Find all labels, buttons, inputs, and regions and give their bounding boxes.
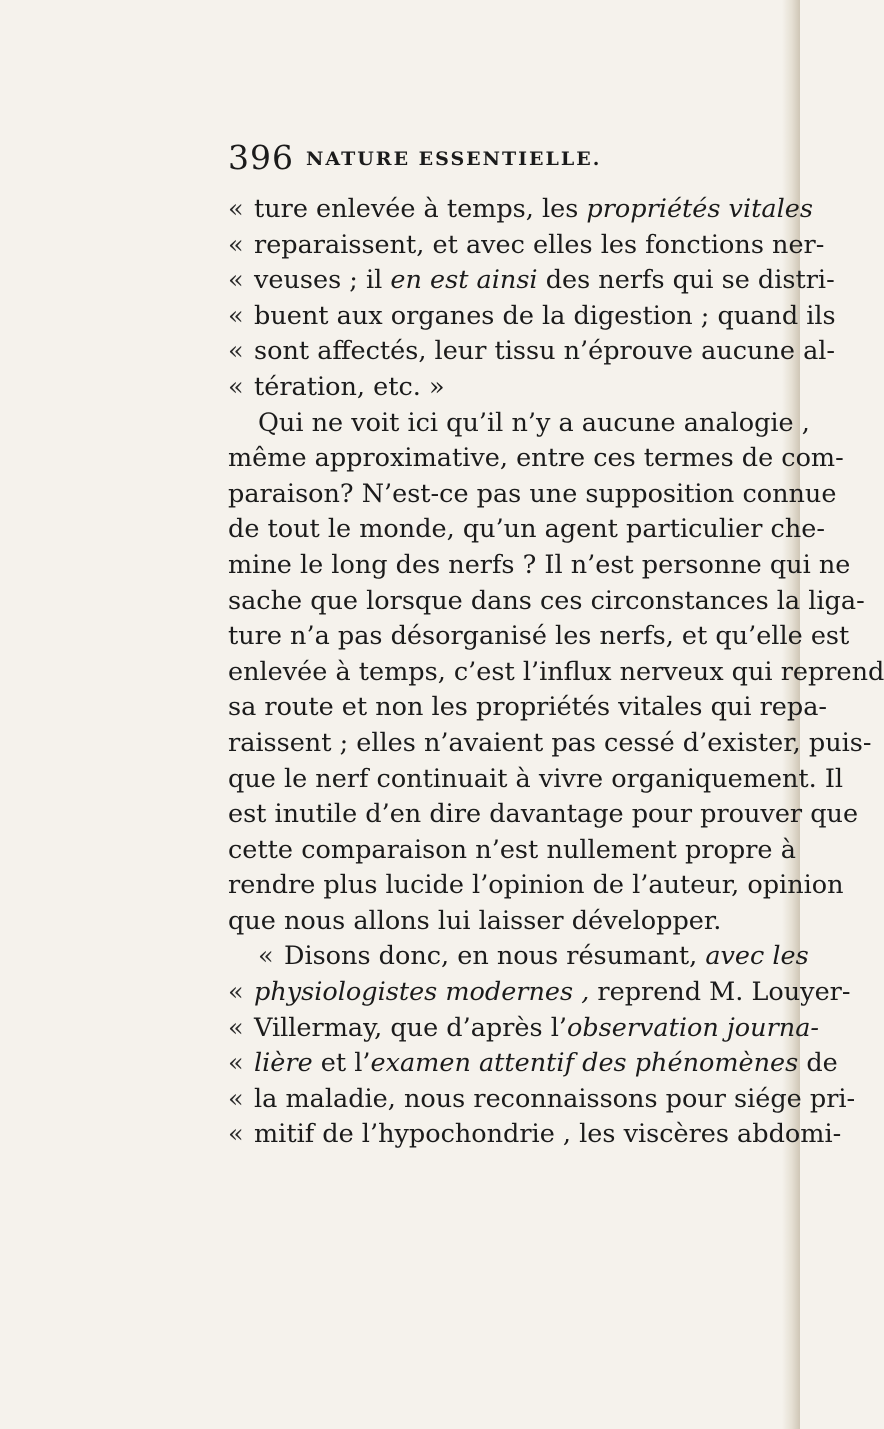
running-header: [228, 138, 748, 182]
text-line: [228, 1082, 856, 1118]
text-line: [228, 299, 836, 335]
line-text: reparaissent, et avec elles les fonctions ner-: [254, 229, 825, 260]
text-line: [228, 726, 872, 762]
text-line: [228, 904, 796, 940]
quote-mark: «: [228, 1119, 244, 1150]
quote-mark: «: [228, 371, 244, 402]
line-text: ture enlevée à temps, les: [254, 194, 587, 224]
line-text: de: [798, 1048, 838, 1079]
italic-text: avec les: [705, 941, 809, 972]
quote-mark: «: [228, 265, 244, 296]
line-text: tération, etc. »: [254, 371, 445, 402]
line-text: enlevée à temps, c’est l’influx nerveux qui reprend: [228, 656, 884, 687]
page-number: 396: [228, 138, 294, 177]
text-line: [228, 868, 844, 904]
line-text: que le nerf continuait à vivre organiquement. Il: [228, 763, 844, 794]
line-text: même approximative, entre ces termes de com-: [228, 443, 844, 474]
line-text: mitif de l’hypochondrie , les viscères abdomi-: [254, 1119, 842, 1150]
line-text: que nous allons lui laisser développer.: [228, 905, 722, 936]
italic-text: physiologistes modernes ,: [254, 977, 590, 1008]
text-line: [228, 228, 825, 264]
text-line: [228, 1117, 842, 1153]
quote-mark: «: [228, 1012, 244, 1043]
text-line: [228, 584, 865, 620]
line-text: mine le long des nerfs ? Il n’est personne qui ne: [228, 549, 851, 580]
line-text: sa route et non les propriétés vitales qui repa-: [228, 692, 828, 723]
line-text: et l’: [312, 1048, 371, 1079]
quote-mark: «: [228, 1048, 244, 1079]
line-text: ture n’a pas désorganisé les nerfs, et qu’elle est: [228, 621, 850, 652]
text-line: [228, 334, 836, 370]
italic-text: lière: [254, 1048, 313, 1079]
line-text: veuses ; il: [254, 265, 391, 296]
line-text: Qui ne voit ici qu’il n’y a aucune analogie ,: [258, 407, 810, 438]
text-line: [228, 939, 809, 975]
italic-text: en est ainsi: [390, 265, 538, 296]
line-text: sont affectés, leur tissu n’éprouve aucune al-: [254, 336, 836, 367]
text-line: [228, 655, 884, 691]
text-line: [228, 1046, 838, 1082]
text-line: [228, 762, 844, 798]
text-line: [228, 477, 837, 513]
line-text: Disons donc, en nous résumant,: [284, 941, 706, 972]
line-text: raissent ; elles n’avaient pas cessé d’exister, puis-: [228, 727, 872, 758]
line-text: reprend M. Louyer-: [589, 977, 851, 1008]
quote-mark: «: [228, 977, 244, 1008]
line-text: buent aux organes de la digestion ; quand ils: [254, 300, 836, 331]
text-line: [228, 548, 851, 584]
italic-text: propriétés vitales: [586, 194, 813, 224]
text-line: [228, 690, 828, 726]
line-text: de tout le monde, qu’un agent particulier che-: [228, 514, 825, 545]
quote-mark: «: [228, 229, 244, 260]
quote-mark: «: [228, 336, 244, 367]
text-line: [228, 370, 796, 406]
text-line: [228, 441, 844, 477]
quote-mark: «: [228, 1083, 244, 1114]
line-text: est inutile d’en dire davantage pour prouver que: [228, 799, 859, 830]
quote-mark: «: [258, 941, 274, 972]
line-text: rendre plus lucide l’opinion de l’auteur, opinion: [228, 870, 844, 901]
text-line: [228, 619, 850, 655]
line-text: sache que lorsque dans ces circonstances la liga-: [228, 585, 865, 616]
line-text: paraison? N’est-ce pas une supposition connue: [228, 478, 837, 509]
text-line: [228, 406, 810, 442]
line-text: la maladie, nous reconnaissons pour siége pri-: [254, 1083, 856, 1114]
text-line: [228, 263, 835, 299]
line-text: des nerfs qui se distri-: [537, 265, 835, 296]
line-text: cette comparaison n’est nullement propre à: [228, 834, 796, 865]
text-line: [228, 1011, 820, 1047]
text-line: [228, 192, 813, 228]
italic-text: observation journa-: [566, 1012, 820, 1043]
body-text: [228, 192, 884, 1153]
text-line: [228, 797, 859, 833]
line-text: Villermay, que d’après l’: [254, 1012, 567, 1043]
italic-text: examen attentif des phénomènes: [370, 1048, 799, 1079]
text-line: [228, 833, 796, 869]
quote-mark: «: [228, 300, 244, 331]
quote-mark: «: [228, 194, 244, 224]
text-line: [228, 975, 851, 1011]
running-title: NATURE ESSENTIELLE.: [306, 148, 602, 170]
text-line: [228, 512, 825, 548]
